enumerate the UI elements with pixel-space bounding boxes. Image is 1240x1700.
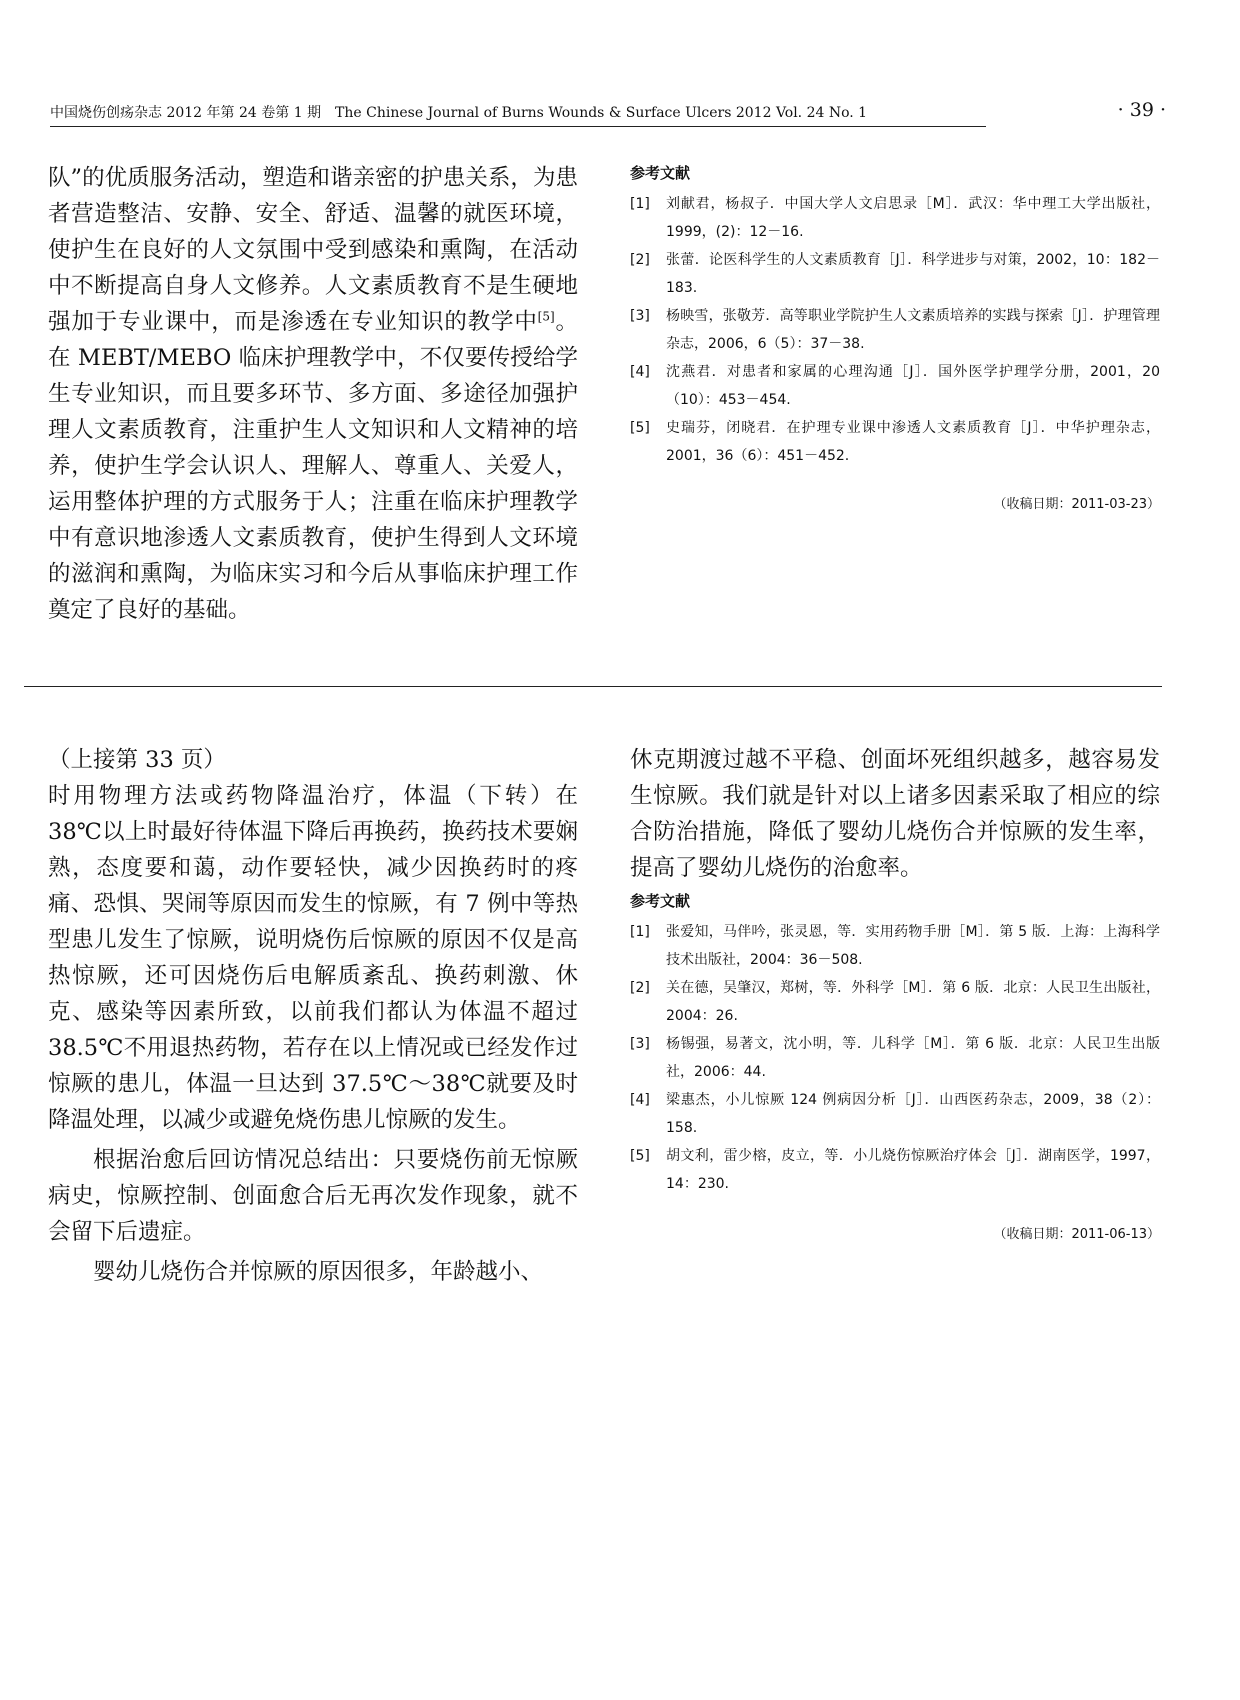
bottom-right-column — [630, 742, 1160, 1262]
body-text: 。在 MEBT/MEBO 临床护理教学中，不仅要传授给学生专业知识，而且要多环节、多方面、多途径加强护理人文素质教育，注重护生人文知识和人文精神的培养，使护生学会认识人、理解人、尊重人、关爱人，运用整体护理的方式服务于人；注重在临床护理教学中有意识地渗透人文素质教育，使护生得到人文环境的滋润和熏陶，为临床实习和今后从事临床护理工作奠定了良好的基础。 — [48, 309, 578, 623]
reference-text: 梁惠杰，小儿惊厥 124 例病因分析［J］．山西医药杂志，2009，38（2）：158. — [666, 1092, 1160, 1136]
reference-number: [3] — [630, 308, 650, 324]
reference-text: 史瑞芬，闭晓君．在护理专业课中渗透人文素质教育［J］．中华护理杂志，2001，36（6）：451－452. — [666, 420, 1160, 464]
reference-item — [630, 1142, 1160, 1198]
body-paragraph — [48, 160, 578, 628]
reference-list — [630, 918, 1160, 1198]
reference-item — [630, 974, 1160, 1030]
reference-number: [1] — [630, 196, 650, 212]
bottom-left-column — [48, 742, 578, 1302]
reference-number: [5] — [630, 1148, 650, 1164]
reference-item — [630, 918, 1160, 974]
reference-item — [630, 1086, 1160, 1142]
reference-number: [3] — [630, 1036, 650, 1052]
reference-text: 沈燕君．对患者和家属的心理沟通［J］．国外医学护理学分册，2001，20（10）：453－454. — [666, 364, 1160, 408]
reference-text: 胡文利，雷少榕，皮立，等．小儿烧伤惊厥治疗体会［J］．湖南医学，1997，14：230. — [666, 1148, 1160, 1192]
references-heading: 参考文献 — [630, 164, 691, 182]
reference-item — [630, 1030, 1160, 1086]
page-number: · 39 · — [1117, 99, 1166, 121]
body-text: 队”的优质服务活动，塑造和谐亲密的护患关系，为患者营造整洁、安静、安全、舒适、温馨的就医环境，使护生在良好的人文氛围中受到感染和熏陶，在活动中不断提高自身人文修养。人文素质教育不是生硬地强加于专业课中，而是渗透在专业知识的教学中 — [48, 165, 578, 335]
citation-superscript: [5] — [537, 309, 555, 324]
running-header — [40, 99, 1190, 134]
reference-number: [1] — [630, 924, 650, 940]
reference-number: [4] — [630, 364, 650, 380]
reference-number: [4] — [630, 1092, 650, 1108]
body-paragraph: 婴幼儿烧伤合并惊厥的原因很多，年龄越小、 — [93, 1259, 544, 1285]
journal-citation-line: 中国烧伤创疡杂志 2012 年第 24 卷第 1 期 The Chinese Journal of Burns Wounds & Surface Ulcers 2012 Vol. 24 No. 1 — [50, 102, 986, 127]
top-right-column — [630, 162, 1160, 582]
reference-item — [630, 358, 1160, 414]
body-paragraph: 休克期渡过越不平稳、创面坏死组织越多，越容易发生惊厥。我们就是针对以上诸多因素采取了相应的综合防治措施，降低了婴幼儿烧伤合并惊厥的发生率，提高了婴幼儿烧伤的治愈率。 — [630, 747, 1160, 881]
body-paragraph: 根据治愈后回访情况总结出：只要烧伤前无惊厥病史，惊厥控制、创面愈合后无再次发作现象，就不会留下后遗症。 — [48, 1147, 578, 1245]
reference-text: 关在德，吴肇汉，郑树，等．外科学［M］．第 6 版．北京：人民卫生出版社，2004：26. — [666, 980, 1160, 1024]
reference-list — [630, 190, 1160, 470]
received-date: （收稿日期：2011-06-13） — [993, 1227, 1160, 1242]
continued-note: （上接第 33 页） — [48, 747, 226, 773]
reference-number: [2] — [630, 980, 650, 996]
reference-number: [5] — [630, 420, 650, 436]
reference-item — [630, 414, 1160, 470]
reference-text: 刘献君，杨叔子．中国大学人文启思录［M］．武汉：华中理工大学出版社，1999，(2)：12－16. — [666, 196, 1160, 240]
reference-text: 张蕾．论医科学生的人文素质教育［J］．科学进步与对策，2002，10：182－183. — [666, 252, 1160, 296]
reference-number: [2] — [630, 252, 650, 268]
reference-item — [630, 190, 1160, 246]
reference-item — [630, 302, 1160, 358]
reference-text: 杨锡强，易著文，沈小明，等．儿科学［M］．第 6 版．北京：人民卫生出版社，2006：44. — [666, 1036, 1160, 1080]
received-date: （收稿日期：2011-03-23） — [993, 497, 1160, 512]
reference-text: 张爱知，马伴吟，张灵恩，等．实用药物手册［M］．第 5 版．上海：上海科学技术出版社，2004：36－508. — [666, 924, 1160, 968]
body-paragraph: 时用物理方法或药物降温治疗，体温（下转）在 38℃以上时最好待体温下降后再换药，换药技术要娴熟，态度要和蔼，动作要轻快，减少因换药时的疼痛、恐惧、哭闹等原因而发生的惊厥，有 7 例中等热型患儿发生了惊厥，说明烧伤后惊厥的原因不仅是高热惊厥，还可因烧伤后电解质紊乱、换药刺激、休克、感染等因素所致，以前我们都认为体温不超过 38.5℃不用退热药物，若存在以上情况或已经发作过惊厥的患儿，体温一旦达到 37.5℃～38℃就要及时降温处理，以减少或避免烧伤患儿惊厥的发生。 — [48, 783, 578, 1133]
reference-item — [630, 246, 1160, 302]
top-left-column — [48, 160, 578, 640]
section-divider — [24, 686, 1162, 687]
references-heading: 参考文献 — [630, 892, 691, 910]
reference-text: 杨映雪，张敬芳．高等职业学院护生人文素质培养的实践与探索［J］．护理管理杂志，2006，6（5）：37－38. — [666, 308, 1160, 352]
